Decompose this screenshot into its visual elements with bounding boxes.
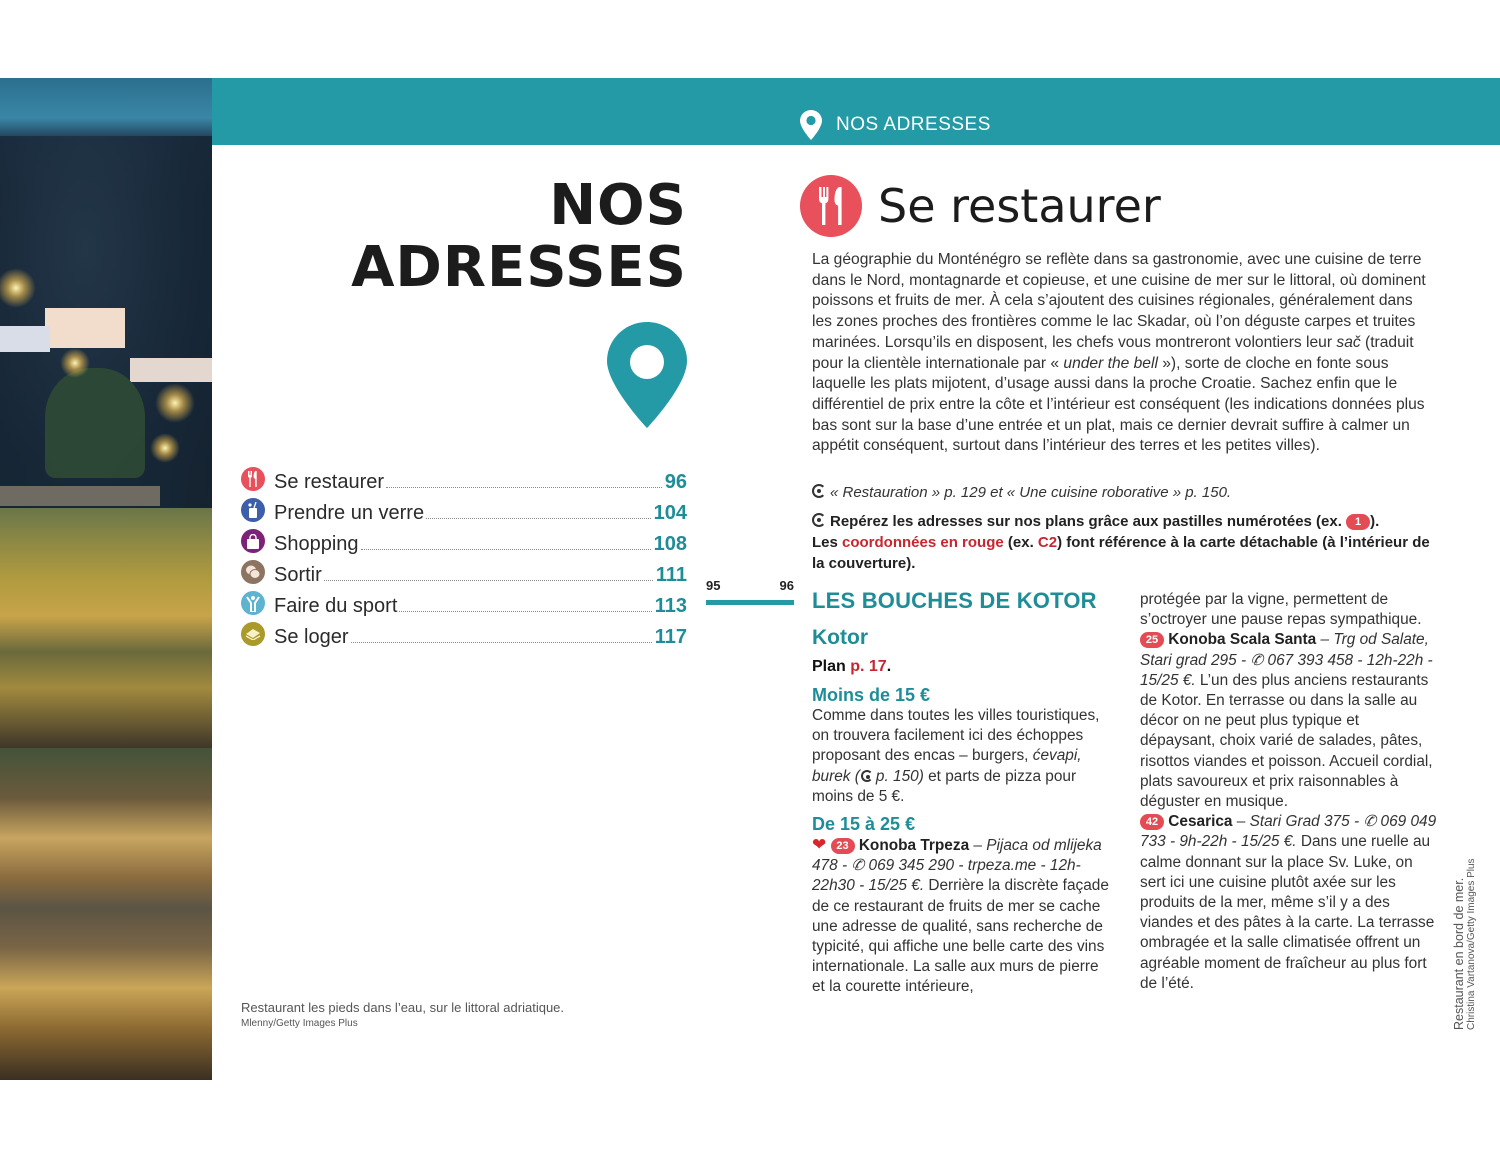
body-text: et parts de pizza pour moins de 5 €. (812, 767, 1077, 805)
map-pin-icon (800, 110, 822, 140)
header-band-text: NOS ADRESSES (836, 114, 991, 135)
section-heading (800, 175, 1161, 237)
heart-favorite-icon: ❤ (812, 835, 827, 855)
see-reference-icon (812, 513, 826, 527)
toc-page: 117 (654, 626, 687, 648)
toc-label: Prendre un verre (274, 502, 425, 524)
shopping-bag-icon (241, 529, 265, 553)
price-heading-under-15: Moins de 15 € (812, 685, 931, 705)
person-sport-icon (241, 591, 265, 615)
photo-caption-right (1452, 858, 1477, 1030)
toc-leader (399, 611, 651, 612)
caption-text: Restaurant en bord de mer. (1452, 877, 1466, 1030)
intro-text: »), sorte de cloche en fonte sous laquelle les plats mijotent, d’usage aussi dans la proche Croatie. Sachez enfin que le différentiel de prix entre la côte et l’intérieur est conséquent (les indications données plus bas sont sur la base d’une entrée et un plat, mais ce dernier devrait suffire à calmer un appétit conséquent, surtout dans l’intérieur des terres et les petites villes). (812, 354, 1425, 455)
listing-details: – Trg od Salate, Stari grad 295 - ✆ 067 393 458 - 12h-22h - 15/25 €. (1140, 631, 1433, 689)
listing-konoba-trpeza (812, 835, 1112, 998)
photo-light (60, 348, 90, 378)
intro-text: La géographie du Monténégro se reflète dans sa gastronomie, avec une cuisine de terre dans le Nord, montagnarde et copieuse, et une cuisine de mer sur le littoral, où dominent poissons et fruits de mer. À cela s’ajoutent des cuisines régionales, généralement dans les zones proches des frontières comme le lac Skadar, où l’on déguste carpes et truites marinées. Lorsqu’ils en disposent, les chefs vous montreront volontiers leur (812, 251, 1426, 351)
region-heading: LES BOUCHES DE KOTOR (812, 588, 1097, 613)
toc-item-se-loger[interactable] (241, 618, 687, 649)
plan-dot: . (886, 658, 892, 675)
page-title (351, 175, 687, 299)
drink-icon (241, 498, 265, 522)
toc-label: Sortir (274, 564, 322, 586)
tip-text: (ex. (1003, 534, 1038, 551)
fork-knife-icon (241, 467, 265, 491)
fork-knife-icon (800, 175, 862, 237)
city-heading: Kotor (812, 626, 868, 649)
see-reference-icon (812, 484, 826, 498)
photo-caption-left (241, 1000, 564, 1029)
photo-building (45, 308, 125, 348)
photo-credit: Mlenny/Getty Images Plus (241, 1018, 358, 1029)
listing-konoba-scala-santa (1140, 630, 1438, 812)
page-title-line1: NOS (549, 173, 687, 238)
listing-cesarica (1140, 812, 1438, 994)
listing-text-continued: protégée par la vigne, permettent de s’octroyer une pause repas sympathique. (1140, 591, 1422, 629)
tip-text: Repérez les adresses sur nos plans grâce aux pastilles numérotées (ex. (830, 513, 1347, 530)
tip-red-text: C2 (1037, 534, 1058, 551)
photo-light (150, 433, 180, 463)
caption-text: Restaurant les pieds dans l’eau, sur le littoral adriatique. (241, 1000, 565, 1015)
intro-text: (traduit pour la clientèle internationale par « (812, 333, 1414, 372)
page-number-left: 95 (706, 578, 721, 593)
toc-page: 104 (653, 502, 687, 524)
intro-italic: sač (1336, 333, 1361, 351)
toc-item-shopping[interactable] (241, 525, 687, 556)
plan-reference[interactable] (812, 658, 1112, 676)
map-pastille-badge: 25 (1140, 632, 1164, 648)
listings-column-1 (812, 588, 1112, 998)
map-pin-icon (607, 322, 687, 433)
listing-text: Dans une ruelle au calme donnant sur la place Sv. Luke, on sert ici une cuisine plutôt axée sur les produits de la mer, même s’il y a des viandes et des pâtes à la carte. La terrasse ombragée et la salle climatisée offrent un agréable moment de fraîcheur au plus fort de l’été. (1140, 833, 1435, 992)
page-marker-bar (706, 600, 794, 605)
tip-text: ). (1370, 513, 1380, 530)
see-reference-icon (861, 770, 873, 782)
toc-label: Shopping (274, 533, 359, 555)
toc-page: 108 (653, 533, 687, 555)
toc-item-prendre-un-verre[interactable] (241, 494, 687, 525)
cover-photo-harbor-night (0, 78, 212, 1080)
tip-text: Les (812, 534, 843, 551)
toc-leader (361, 549, 651, 550)
intro-italic: under the bell (1063, 354, 1158, 372)
listing-name: Konoba Scala Santa (1168, 631, 1317, 649)
toc-item-se-restaurer[interactable] (241, 463, 687, 494)
photo-water (0, 508, 212, 748)
page-number-right: 96 (779, 578, 794, 593)
photo-credit: Christina Vartanova/Getty Images Plus (1466, 858, 1477, 1030)
intro-paragraph (812, 250, 1434, 457)
photo-building (0, 326, 50, 352)
map-pastille-badge: 1 (1346, 514, 1370, 530)
budget-paragraph (812, 706, 1112, 807)
section-title: Se restaurer (878, 179, 1161, 233)
page-numbers (706, 578, 794, 605)
toc-item-faire-du-sport[interactable] (241, 587, 687, 618)
page-title-line2: ADRESSES (351, 235, 687, 300)
toc-leader (351, 642, 652, 643)
photo-quay (0, 486, 160, 506)
photo-light (155, 383, 195, 423)
toc-label: Se loger (274, 626, 349, 648)
photo-tree (45, 368, 145, 478)
toc-leader (386, 487, 662, 488)
masks-icon (241, 560, 265, 584)
map-pastille-badge: 23 (831, 838, 855, 854)
toc-leader (426, 518, 651, 519)
tip-red-text: coordonnées en rouge (842, 534, 1004, 551)
toc-page: 113 (654, 595, 687, 617)
listing-name: Cesarica (1168, 813, 1233, 831)
listing-text: Derrière la discrète façade de ce restaurant de fruits de mer se cache une adresse de qualité, sans recherche de typicité, qui affiche une belle carte des vins internationale. La salle aux murs de pierre et la courette intérieure, (812, 877, 1109, 996)
cross-reference[interactable] (812, 484, 1434, 501)
plan-label: Plan (812, 658, 851, 675)
listings-column-2 (1140, 590, 1438, 994)
tip-text: ) font référence à la carte détachable (à l’intérieur de la couverture). (812, 534, 1430, 572)
toc-leader (324, 580, 653, 581)
table-of-contents (241, 463, 687, 649)
listing-details: – Pijaca od mlijeka 478 - ✆ 069 345 290 - trpeza.me - 12h-22h30 - 15/25 €. (812, 837, 1102, 895)
toc-label: Faire du sport (274, 595, 398, 617)
toc-label: Se restaurer (274, 471, 385, 493)
map-pastille-badge: 42 (1140, 814, 1164, 830)
photo-building (130, 358, 212, 382)
body-italic: p. 150) (875, 767, 924, 785)
body-italic: ćevapi, burek ( (812, 747, 1082, 785)
toc-page: 96 (664, 471, 687, 493)
map-tip (812, 511, 1434, 574)
cross-reference-text: « Restauration » p. 129 et « Une cuisine roborative » p. 150. (830, 484, 1232, 501)
bed-icon (241, 622, 265, 646)
toc-page: 111 (655, 564, 687, 586)
plan-page: p. 17 (850, 658, 887, 675)
toc-item-sortir[interactable] (241, 556, 687, 587)
listing-details: – Stari Grad 375 - ✆ 069 049 733 - 9h-22h - 15/25 €. (1140, 813, 1437, 851)
listing-name: Konoba Trpeza (858, 837, 970, 855)
header-band-label (800, 108, 991, 142)
listing-text: L’un des plus anciens restaurants de Kotor. En terrasse ou dans la salle au décor on ne peut plus typique et dépaysant, choix varié de salades, pâtes, risottos viandes et poisson. Accueil cordial, plats savoureux et prix raisonnables à déguster en musique. (1140, 671, 1433, 811)
price-heading-15-25: De 15 à 25 € (812, 814, 916, 835)
body-text: Comme dans toutes les villes touristiques, on trouvera facilement ici des échoppes proposant des encas – burgers, (812, 707, 1100, 765)
